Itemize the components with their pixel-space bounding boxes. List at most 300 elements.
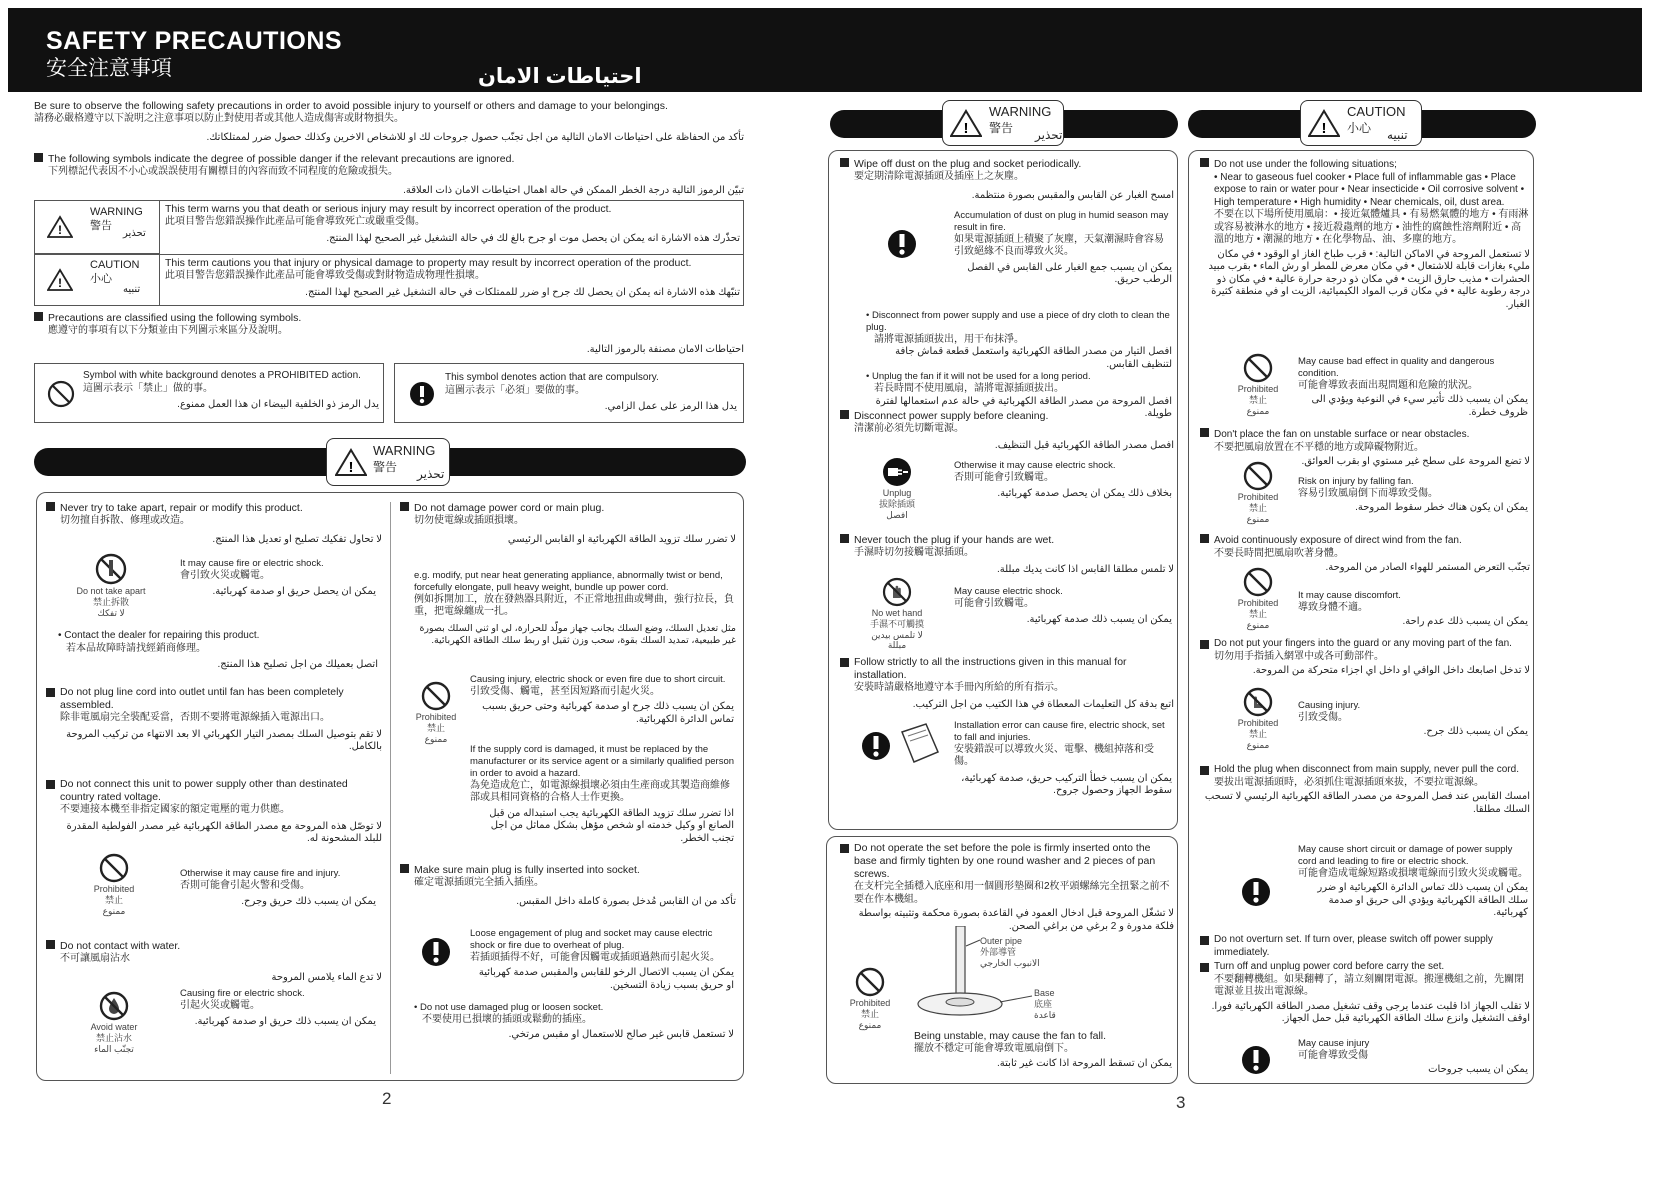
left-item4-ar: لا تدع الماء يلامس المروحة xyxy=(271,971,382,983)
p3-item2-note-en: Otherwise it may cause electric shock. xyxy=(954,460,1116,471)
square-bullet-icon xyxy=(1200,534,1209,543)
badge-warning-ar: تحذير xyxy=(1035,128,1063,142)
left-item1-bullet-ar: اتصل بعميلك من اجل تصليح هذا المنتج. xyxy=(217,659,378,670)
mid-item1-note xyxy=(470,674,734,726)
svg-text:!: ! xyxy=(963,120,969,137)
caution-def-text xyxy=(165,257,740,299)
p3-item1-note-zh: 如果電源插頭上積聚了灰塵，天氣潮濕時會容易引致絕緣不良而導致火災。 xyxy=(954,233,1164,258)
caution-label-en: CAUTION xyxy=(90,259,140,271)
square-bullet-icon xyxy=(1200,428,1209,437)
c-item3-note-en: It may cause discomfort. xyxy=(1298,590,1401,601)
square-bullet-icon xyxy=(1200,766,1209,775)
square-bullet-icon xyxy=(400,502,409,511)
mid-item1-replace-zh: 為免造成危亡，如電源線損壞必須由生產商或其製造商維修部或具相同資格的合格人士作更換。 xyxy=(470,779,730,804)
square-bullet-icon xyxy=(1200,158,1209,167)
mid-item2-note-ar: يمكن ان يسبب الاتصال الرخو للقابس والمقبس صدمة كهربائية او حريق بسبب زيادة التسخين. xyxy=(478,967,734,991)
badge-warning-ar: تحذير xyxy=(417,467,445,481)
square-bullet-icon xyxy=(1200,963,1209,972)
icon-label-en: Prohibited xyxy=(93,884,135,894)
c-item-1 xyxy=(1200,158,1530,311)
divider xyxy=(35,254,743,255)
left-item1-bullet-zh: 若本品故障時請找經銷商修理。 xyxy=(66,642,206,654)
c-item7-en: Turn off and unplug power cord before carry the set. xyxy=(1214,961,1445,972)
caution-badge xyxy=(1300,100,1422,146)
mid-item1-replace-ar: اذا تضرر سلك تزويد الطاقة الكهربائية يجب استبداله من قبل الصانع او وكيل خدمته او شخص مؤهل بشكل مماثل من اجل تجنب الخطر. xyxy=(489,807,734,844)
compulsory-symbol-box xyxy=(394,363,744,423)
no-water-icon xyxy=(98,990,130,1022)
c-item3-note-zh: 導致身體不適。 xyxy=(1298,601,1368,613)
badge-warning-zh: 警告 xyxy=(989,121,1014,135)
icon-label-zh: 禁止 xyxy=(1248,394,1267,405)
left-item3-note-zh: 否則可能會引起火警和受傷。 xyxy=(180,879,310,891)
p3-item1-note-en: Accumulation of dust on plug in humid season may result in fire. xyxy=(954,210,1169,233)
left-item1-note xyxy=(180,558,376,599)
mid-item1-note-zh: 引致受傷、觸電，甚至因短路而引起火災。 xyxy=(470,685,660,697)
compulsory-sym-ar: يدل هذا الرمز على عمل الزامي. xyxy=(604,401,737,412)
left-item3-note-ar: يمكن ان يسبب ذلك حريق وجرح. xyxy=(241,896,376,908)
c-item7-note xyxy=(1298,1038,1528,1077)
left-item-3 xyxy=(46,778,382,846)
title-en: SAFETY PRECAUTIONS xyxy=(46,27,343,55)
no-wet-hand-icon xyxy=(881,576,913,608)
mid-item1-note-ar: يمكن ان يسبب ذلك جرح او صدمة كهربائية وحتى حريق بسبب تماس الدائرة الكهربائية. xyxy=(482,701,734,725)
c-item1-list: • Near to gaseous fuel cooker • Place full of inflammable gas • Place expose to rain or water pour • Near insecticide • Oil corrosive solvent • High temperature • High humidity • Near chemicals, oil, dust area. xyxy=(1214,171,1525,208)
title-ar: احتياطات الامان xyxy=(478,65,642,88)
pole-note-ar: يمكن ان تسقط المروحة اذا كانت غير ثابتة. xyxy=(997,1057,1172,1069)
icon-label-en: Avoid water xyxy=(90,1022,138,1032)
compulsory-icon xyxy=(420,936,452,968)
left-item3-zh: 不要連接本機至非指定國家的額定電壓的電力供應。 xyxy=(60,804,290,816)
left-item-2 xyxy=(46,686,382,754)
mid-item2-bullet-en: Do not use damaged plug or loosen socket. xyxy=(419,1002,604,1013)
c-item4-ar: لا تدخل اصابعك داخل الواقي او داخل اي اجزاء متحركة من المروحة. xyxy=(1252,665,1530,676)
c-item4-note xyxy=(1298,700,1528,739)
warning-def-text xyxy=(165,203,740,245)
icon-label-zh: 禁止 xyxy=(1248,608,1267,619)
page-number-left: 2 xyxy=(382,1089,392,1108)
warning-label-ar: تحذير xyxy=(123,228,146,239)
svg-text:!: ! xyxy=(58,223,62,237)
c-item4-note-en: Causing injury. xyxy=(1298,700,1361,711)
p3-item-4 xyxy=(840,656,1174,711)
caution-triangle-icon xyxy=(47,268,73,291)
avoid-water-figure xyxy=(76,990,152,1054)
p3-item4-note-ar: يمكن ان يسبب خطأ التركيب حريق، صدمة كهربائية، سقوط الجهاز وحصول جروح. xyxy=(961,772,1172,797)
caution-label-zh: 小心 xyxy=(90,273,112,285)
warning-badge-page3 xyxy=(942,100,1064,146)
c-item3-note-ar: يمكن ان يسبب ذلك عدم راحة. xyxy=(1402,616,1528,628)
warning-triangle-icon xyxy=(47,215,73,238)
icon-label-en: Unplug xyxy=(882,488,912,498)
icon-label-ar: ممنوع xyxy=(424,733,448,744)
left-item3-en: Do not connect this unit to power supply other than destinated country rated voltage. xyxy=(60,778,348,804)
c-item4-note-zh: 引致受傷。 xyxy=(1298,711,1348,723)
page-number-right: 3 xyxy=(1176,1093,1186,1112)
icon-label-ar: افصل xyxy=(886,509,908,520)
badge-warning-en: WARNING xyxy=(989,104,1052,119)
square-bullet-icon xyxy=(46,940,55,949)
p3-item-2 xyxy=(840,410,1174,452)
p3-item2-note-ar: بخلاف ذلك يمكن ان يحصل صدمة كهربائية. xyxy=(997,488,1172,500)
c-item4-zh: 切勿用手指插入網罩中或各可動部件。 xyxy=(1214,650,1384,662)
p3-item3-ar: لا تلمس مطلقا القابس اذا كانت يديك مبللة. xyxy=(996,563,1174,575)
prohibited-figure xyxy=(1230,460,1286,524)
left-item-4 xyxy=(46,940,382,984)
c-item7-note-ar: يمكن ان يسبب جروحات xyxy=(1428,1064,1528,1076)
mid-item1-detail-zh: 例如拆開加工，放在發熱器具附近，不正常地扭曲或彎曲，強行拉長，負重，把電線纏成一扎。 xyxy=(414,593,734,618)
c-item-5 xyxy=(1200,764,1530,816)
left-item2-ar: لا تقم بتوصيل السلك بمصدر التيار الكهربائي الا بعد الانتهاء من تركيب المروحة بالكامل. xyxy=(66,728,382,753)
symbols-intro-en: The following symbols indicate the degree of possible danger if the relevant precautions are ignored. xyxy=(48,153,515,165)
symbols-intro-ar: تبيّن الرموز التالية درجة الخطر الممكن في حالة اهمال احتياطات الامان ذات العلاقة. xyxy=(403,184,744,196)
mid-item2-note-zh: 若插頭插得不好，可能會因觸電或插頭過熱而引起火災。 xyxy=(470,951,720,963)
prohibited-figure xyxy=(1230,352,1286,416)
classified xyxy=(34,312,744,356)
no-finger-figure xyxy=(1230,686,1286,750)
definitions-box xyxy=(34,200,744,306)
pole-note-en: Being unstable, may cause the fan to fall. xyxy=(914,1030,1107,1042)
icon-label-ar: لا تلمس بيدين مبللة xyxy=(871,629,923,651)
badge-warning-en: WARNING xyxy=(373,443,436,458)
c-item7-note-zh: 可能會導致受傷 xyxy=(1298,1049,1368,1061)
p3-item1-bullets: • Disconnect from power supply and use a piece of dry cloth to clean the plug. 請將電源插頭拔出，用干布抹淨。 افصل التيار من مصدر الطاقة الكهربائية واستعمل قطعة قماش جافة لتنظيف القابس. • Unplug the fan if it will not be used for a long period. 若長時間不使用風扇，請將電源插頭拔出。 افصل المروحة من مصدر الطاقة الكهربائية في حالة عدم استعمالها لفترة طويلة. xyxy=(866,310,1172,420)
base-ar: قاعدة xyxy=(1034,1009,1056,1020)
c-item5-en: Hold the plug when disconnect from main supply, never pull the cord. xyxy=(1214,764,1519,775)
pole-text xyxy=(840,842,1174,933)
square-bullet-icon xyxy=(840,410,849,419)
classified-zh: 應遵守的事項有以下分類並由下列圖示來區分及說明。 xyxy=(48,325,288,337)
prohibited-sym-en: Symbol with white background denotes a PROHIBITED action. xyxy=(83,370,361,381)
left-item4-zh: 不可讓風扇沾水 xyxy=(60,953,130,965)
base-label xyxy=(1034,988,1056,1020)
badge-caution-ar: تنبيه xyxy=(1387,128,1408,142)
pole-ar: لا تشغّل المروحة قبل ادخال العمود في القاعدة بصورة محكمة وتثبيته بواسطة فلكة مدورة و 2 برغي من براغي الصحن. xyxy=(858,908,1174,932)
symbols-intro-zh: 下列標記代表因不小心或誤誤使用有關標目的內容而致不同程度的危險或損失。 xyxy=(48,166,398,178)
warning-def-label xyxy=(35,201,160,254)
intro-en: Be sure to observe the following safety precautions in order to avoid possible injury to yourself or others and damage to your belongings. xyxy=(34,100,668,112)
intro-ar: تأكد من الحفاظة على احتياطات الامان التالية من اجل تجنّب حصول جروحات لك او للاشخاص الاخرين وكذلك حصول ضرر لممتلكاتك. xyxy=(206,131,744,143)
prohibited-icon xyxy=(47,380,75,408)
c-item1-note xyxy=(1298,356,1528,419)
prohibited-figure xyxy=(1230,566,1286,630)
c-item1-en: Do not use under the following situations; xyxy=(1214,159,1397,170)
outer-pipe-en: Outer pipe xyxy=(980,936,1023,946)
c-item2-note-en: Risk on injury by falling fan. xyxy=(1298,476,1414,487)
compulsory-icon xyxy=(886,228,918,260)
header-bar xyxy=(8,8,1642,92)
badge-warning-zh: 警告 xyxy=(373,460,398,474)
c-item5-ar: امسك القابس عند فصل المروحة من مصدر الطاقة الكهربائية الرئيسي لا تسحب السلك مطلقا. xyxy=(1204,791,1530,815)
square-bullet-icon xyxy=(46,780,55,789)
prohibited-icon xyxy=(1242,352,1274,384)
left-item4-en: Do not contact with water. xyxy=(60,940,181,952)
prohibited-symbol-box xyxy=(34,363,384,423)
unplug-icon xyxy=(881,456,913,488)
c-item-6 xyxy=(1200,934,1530,1026)
p3-item3-zh: 手濕時切勿接觸電源插頭。 xyxy=(854,547,974,559)
caution-def-label xyxy=(35,254,160,306)
c-item5-note-ar: يمكن ان يسبب ذلك تماس الدائرة الكهربائية او ضرر سلك الطاقة الكهربائية ويؤدي الى حريق او صدمة كهربائية. xyxy=(1317,882,1528,919)
caution-label-ar: تنبيه xyxy=(123,284,141,295)
p3-item4-zh: 安裝時請嚴格地遵守本手冊內所給的所有指示。 xyxy=(854,682,1064,694)
mid-item2-bullet: • Do not use damaged plug or loosen socket. 不要使用已損壞的插頭或鬆動的插座。 لا تستعمل قابس غير صالح للاستعمال او مقبس مرتخي. xyxy=(414,1002,734,1041)
mid-item1-zh: 切勿使電線或插頭損壞。 xyxy=(414,515,524,527)
warning-label-en: WARNING xyxy=(90,206,143,218)
icon-label-en: Prohibited xyxy=(415,712,457,722)
warning-def-en: This term warns you that death or serious injury may result by incorrect operation of the product. xyxy=(165,203,612,215)
left-item1-note-ar: يمكن ان يحصل حريق او صدمة كهربائية. xyxy=(212,586,376,598)
outer-pipe-zh: 外部導管 xyxy=(980,946,1017,957)
classified-ar: احتياطات الامان مصنفة بالرموز التالية. xyxy=(586,343,744,355)
mid-item1-en: Do not damage power cord or main plug. xyxy=(414,502,605,514)
p3-item-1 xyxy=(840,158,1174,202)
icon-label-ar: ممنوع xyxy=(102,905,126,916)
c-item2-zh: 不要把風扇放置在不平穩的地方或障礙物附近。 xyxy=(1214,441,1424,453)
warning-triangle-icon xyxy=(950,109,982,137)
pole-note xyxy=(914,1030,1172,1070)
square-bullet-icon xyxy=(840,158,849,167)
c-item3-zh: 不要長時間把風扇吹著身體。 xyxy=(1214,547,1344,559)
c-item-4 xyxy=(1200,638,1530,678)
mid-item1-detail-en: e.g. modify, put near heat generating appliance, abnormally twist or bend, forcefully elongate, pull heavy weight, bundle up power cord. xyxy=(414,570,723,593)
compulsory-icon xyxy=(860,730,892,762)
c-item3-note xyxy=(1298,590,1528,629)
c-item5-note-en: May cause short circuit or damage of power supply cord and leading to fire or electric shock. xyxy=(1298,844,1513,867)
icon-label-en: No wet hand xyxy=(871,608,923,618)
compulsory-sym-en: This symbol denotes action that are compulsory. xyxy=(445,372,659,383)
icon-label-zh: 禁止 xyxy=(1248,728,1267,739)
pole-en: Do not operate the set before the pole is firmly inserted onto the base and firmly tighten by one round washer and 2 pieces of pan screws. xyxy=(854,842,1156,881)
no-screwdriver-icon xyxy=(94,552,128,586)
c-item5-zh: 要拔出電源插頭時，必須抓住電源插頭來拔，不要拉電源線。 xyxy=(1214,776,1484,788)
c-item2-note-ar: يمكن ان يكون هناك خطر سقوط المروحة. xyxy=(1355,502,1528,514)
left-item1-bullet-en: Contact the dealer for repairing this product. xyxy=(64,630,260,641)
p3-item1-b1-ar: افصل التيار من مصدر الطاقة الكهربائية واستعمل قطعة قماش جافة لتنظيف القابس. xyxy=(895,346,1172,370)
mid-item2-en: Make sure main plug is fully inserted into socket. xyxy=(414,864,640,876)
title-zh: 安全注意事項 xyxy=(46,57,172,80)
c-item7-ar: لا تقلب الجهاز اذا قلبت عندما يرجى وقف تشغيل مصدر الطاقة الكهربائية فورا. اوقف التشغيل وانزع سلك الطاقة الكهربائية قبل حمل الجهاز. xyxy=(1211,1000,1530,1024)
p3-item1-b1-en: Disconnect from power supply and use a piece of dry cloth to clean the plug. xyxy=(866,310,1170,333)
mid-item1-detail-ar: مثل تعديل السلك، وضع السلك بجانب جهاز مولّد للحرارة، لي او ثني السلك بصورة غير طبيعية، تمديد السلك بقوة، سحب وزن ثقيل او ربط سلك الطاقة الكهربائية. xyxy=(419,622,736,646)
intro-zh: 請務必嚴格遵守以下說明之注意事項以防止對使用者或其他人造成傷害或財物損失。 xyxy=(34,113,404,125)
p3-item2-note xyxy=(954,460,1172,501)
left-item1-bullet: • Contact the dealer for repairing this product. 若本品故障時請找經銷商修理。 اتصل بعميلك من اجل تصليح هذا المنتج. xyxy=(58,630,378,670)
p3-item3-en: Never touch the plug if your hands are wet. xyxy=(854,534,1055,546)
left-item1-en: Never try to take apart, repair or modify this product. xyxy=(60,502,303,514)
compulsory-sym-zh: 這圖示表示「必須」要做的事。 xyxy=(445,384,585,396)
no-wet-hand-figure xyxy=(862,576,932,651)
c-item2-note-zh: 容易引致風扇倒下而導致受傷。 xyxy=(1298,487,1438,499)
p3-item1-zh: 要定期清除電源插頭及插座上之灰塵。 xyxy=(854,171,1024,183)
left-item3-ar: لا توصّل هذه المروحة مع مصدر الطاقة الكهربائية غير مصدر الفولطية المقدرة للبلد المشحونة له. xyxy=(66,820,382,845)
prohibited-icon xyxy=(1242,566,1274,598)
svg-text:!: ! xyxy=(1321,120,1327,137)
left-item3-note-en: Otherwise it may cause fire and injury. xyxy=(180,868,341,879)
p3-item3-note-ar: يمكن ان يسبب ذلك صدمة كهربائية. xyxy=(1026,614,1172,626)
left-item1-zh: 切勿擅自拆散、修理或改造。 xyxy=(60,515,190,527)
warning-triangle-icon xyxy=(335,448,367,476)
mid-item1-replace-en: If the supply cord is damaged, it must be replaced by the manufacturer or its service agent or a similarly qualified person in order to avoid a hazard. xyxy=(470,744,735,779)
p3-item1-en: Wipe off dust on the plug and socket periodically. xyxy=(854,158,1082,170)
p3-item-3 xyxy=(840,534,1174,576)
icon-label-zh: 拔除插頭 xyxy=(878,498,915,509)
badge-caution-zh: 小心 xyxy=(1347,121,1372,135)
left-item-1 xyxy=(46,502,382,546)
p3-item2-note-zh: 否則可能會引致觸電。 xyxy=(954,471,1054,483)
caution-def-zh: 此項目警告您錯誤操作此產品可能會導致受傷或對財物造成物理性損壞。 xyxy=(165,270,485,282)
mid-item-1 xyxy=(400,502,736,546)
icon-label-zh: 禁止拆散 xyxy=(92,596,129,607)
square-bullet-icon xyxy=(34,312,43,321)
mid-item2-note xyxy=(470,928,734,992)
mid-item2-bullet-zh: 不要使用已損壞的插頭或鬆動的插座。 xyxy=(422,1013,592,1025)
caution-triangle-icon xyxy=(1308,109,1340,137)
square-bullet-icon xyxy=(400,864,409,873)
svg-text:!: ! xyxy=(58,276,62,290)
prohibited-sym-zh: 這圖示表示「禁止」做的事。 xyxy=(83,382,213,394)
square-bullet-icon xyxy=(46,502,55,511)
mid-item2-note-en: Loose engagement of plug and socket may cause electric shock or fire due to overheat of plug. xyxy=(470,928,713,951)
square-bullet-icon xyxy=(840,658,849,667)
p3-item4-note-en: Installation error can cause fire, electric shock, set to fall and injuries. xyxy=(954,720,1165,743)
icon-label-en: Prohibited xyxy=(1237,384,1279,394)
square-bullet-icon xyxy=(840,534,849,543)
icon-label-ar: ممنوع xyxy=(1246,405,1270,416)
left-item4-note-zh: 引起火災或觸電。 xyxy=(180,999,260,1011)
c-item2-note xyxy=(1298,476,1528,515)
icon-label-en: Do not take apart xyxy=(76,586,146,596)
mid-item2-zh: 確定電源插頭完全插入插座。 xyxy=(414,877,544,889)
c-item1-ar: لا تستعمل المروحة في الاماكن التالية: • قرب طباخ الغاز او الوقود • في مكان مليء بغازات قابلة للاشتعال • في مكان معرض للمطر او رش الماء • بقرب مبيد الحشرات • مذيب حارق الزيت • في مكان ذو درجة حرارة عالية • في مكان ذو درجة رطوبة عالية • في مكان قرب المواد الكيميائية، الزيت او في منطقة كثيرة الغبار. xyxy=(1208,248,1530,310)
icon-label-zh: 禁止 xyxy=(860,1008,879,1019)
left-item3-note xyxy=(180,868,376,909)
c-item6-en: Do not overturn set. If turn over, please switch off power supply immediately. xyxy=(1214,934,1493,958)
caution-def-ar: تنبّهك هذه الاشارة انه يمكن ان يحصل لك جرح او ضرر للممتلكات في حالة التشغيل غير الصحيح لهذا المنتج. xyxy=(305,286,740,298)
p3-item2-ar: افصل مصدر الطاقة الكهربائية قبل التنظيف. xyxy=(994,439,1174,451)
p3-item2-en: Disconnect power supply before cleaning. xyxy=(854,410,1049,422)
base-en: Base xyxy=(1034,988,1055,998)
c-item1-note-zh: 可能會導致表面出現問題和危險的狀況。 xyxy=(1298,379,1478,391)
p3-item2-zh: 清潔前必須先切斷電源。 xyxy=(854,423,964,435)
icon-label-zh: 禁止 xyxy=(426,722,445,733)
left-item4-note-ar: يمكن ان يسبب ذلك حريق او صدمة كهربائية. xyxy=(194,1016,376,1028)
icon-label-ar: ممنوع xyxy=(858,1019,882,1030)
icon-label-en: Prohibited xyxy=(1237,718,1279,728)
mid-item2-ar: تأكد من ان القابس مُدخل بصورة كاملة داخل المقبس. xyxy=(516,895,736,907)
icon-label-zh: 禁止 xyxy=(104,894,123,905)
icon-label-ar: لا تفكك xyxy=(97,607,125,618)
prohibited-figure xyxy=(406,680,466,744)
pole-zh: 在支杆完全插穩入底座和用一個圓形墊圈和2枚平頭螺絲完全扭緊之前不要在作本機組。 xyxy=(854,881,1170,905)
warning-label-zh: 警告 xyxy=(90,220,112,232)
prohibited-icon xyxy=(854,966,886,998)
p3-item1-b2-zh: 若長時間不使用風扇，請將電源插頭拔出。 xyxy=(874,383,1064,395)
icon-label-en: Prohibited xyxy=(849,998,891,1008)
caution-def-en: This term cautions you that injury or physical damage to property may result by incorrect operation of the product. xyxy=(165,257,692,269)
mid-item1-replace xyxy=(470,744,734,845)
mid-item2-bullet-ar: لا تستعمل قابس غير صالح للاستعمال او مقبس مرتخي. xyxy=(508,1029,734,1041)
outer-pipe-ar: الانبوب الخارجي xyxy=(980,957,1040,968)
p3-item4-ar: اتبع بدقة كل التعليمات المعطاة في هذا الكتيب من اجل التركيب. xyxy=(912,698,1174,710)
square-bullet-icon xyxy=(840,844,849,853)
warning-badge xyxy=(326,438,450,486)
column-divider xyxy=(390,502,391,1074)
base-zh: 底座 xyxy=(1034,998,1053,1009)
mid-item1-ar: لا تضرر سلك تزويد الطاقة الكهربائية او القابس الرئيسي xyxy=(507,533,736,545)
svg-text:!: ! xyxy=(348,459,354,476)
prohibited-figure xyxy=(844,966,896,1030)
p3-item3-note xyxy=(954,586,1172,627)
pole-note-zh: 擺放不穩定可能會導致電風扇倒下。 xyxy=(914,1043,1074,1055)
mid-item1-detail xyxy=(414,570,736,647)
icon-label-zh: 禁止 xyxy=(1248,502,1267,513)
compulsory-icon xyxy=(409,381,435,407)
c-item3-ar: تجنّب التعرض المستمر للهواء الصادر من المروحة. xyxy=(1325,562,1530,573)
compulsory-icon xyxy=(1240,1044,1272,1076)
outer-pipe-label xyxy=(980,936,1040,968)
left-item1-ar: لا تحاول تفكيك تصليح او تعديل هذا المنتج. xyxy=(212,533,382,545)
manual-book-icon xyxy=(898,722,942,766)
c-item7-note-en: May cause injury xyxy=(1298,1038,1370,1049)
c-item4-note-ar: يمكن ان يسبب ذلك جرح. xyxy=(1423,726,1528,738)
badge-caution-en: CAUTION xyxy=(1347,104,1406,119)
left-item1-note-zh: 會引致火災或觸電。 xyxy=(180,569,270,581)
classified-en: Precautions are classified using the following symbols. xyxy=(48,312,302,324)
icon-label-ar: ممنوع xyxy=(1246,513,1270,524)
warning-def-ar: تحذّرك هذه الاشارة انه يمكن ان يحصل موت او جرح بالغ لك في حالة التشغيل غير الصحيح لهذا المنتج. xyxy=(326,232,740,244)
p3-item1-b2-ar: افصل المروحة من مصدر الطاقة الكهربائية في حالة عدم استعمالها لفترة طويلة. xyxy=(875,395,1172,420)
left-item4-note-en: Causing fire or electric shock. xyxy=(180,988,305,999)
left-item2-zh: 除非電風扇完全裝配妥當，否則不要將電源線插入電源出口。 xyxy=(60,712,330,724)
square-bullet-icon xyxy=(46,688,55,697)
intro xyxy=(34,100,744,144)
left-item1-note-en: It may cause fire or electric shock. xyxy=(180,558,324,569)
c-item2-ar: لا تضع المروحة على سطح غير مستوي او بقرب العوائق. xyxy=(1301,456,1530,467)
c-item4-en: Do not put your fingers into the guard or any moving part of the fan. xyxy=(1214,638,1512,649)
icon-label-zh: 禁止沾水 xyxy=(95,1032,132,1043)
square-bullet-icon xyxy=(1200,640,1209,649)
mid-item1-note-en: Causing injury, electric shock or even fire due to short circuit. xyxy=(470,674,726,685)
icon-label-ar: تجنّب الماء xyxy=(94,1043,134,1054)
prohibited-icon xyxy=(420,680,452,712)
c-item1-note-ar: يمكن ان يسبب ذلك تأثير سيء في النوعية ويؤدي الى ظروف خطرة. xyxy=(1311,394,1528,418)
p3-item1-b2-en: Unplug the fan if it will not be used for a long period. xyxy=(871,371,1091,383)
p3-item4-en: Follow strictly to all the instructions given in this manual for installation. xyxy=(854,656,1127,682)
p3-item1-ar: امسح الغبار عن القابس والمقبس بصورة منتظمة. xyxy=(971,189,1174,201)
icon-label-zh: 手濕不可觸摸 xyxy=(869,618,924,629)
c-item5-note xyxy=(1298,844,1528,920)
square-bullet-icon xyxy=(34,153,43,162)
prohibited-icon xyxy=(1242,460,1274,492)
c-item5-note-zh: 可能會造成電線短路或損壞電線而引致火災或觸電。 xyxy=(1298,867,1528,879)
prohibited-figure xyxy=(76,852,152,916)
unplug-figure xyxy=(866,456,928,520)
left-item4-note xyxy=(180,988,376,1029)
p3-item3-note-en: May cause electric shock. xyxy=(954,586,1063,597)
icon-label-en: Prohibited xyxy=(1237,492,1279,502)
left-item2-en: Do not plug line cord into outlet until fan has been completely assembled. xyxy=(60,686,344,712)
c-item3-en: Avoid continuously exposure of direct wind from the fan. xyxy=(1214,535,1462,546)
icon-label-ar: ممنوع xyxy=(1246,619,1270,630)
icon-label-en: Prohibited xyxy=(1237,598,1279,608)
p3-item1-note-ar: يمكن ان يسبب جمع الغبار على القابس في الفصل الرطب حريق. xyxy=(967,261,1172,286)
icon-label-ar: ممنوع xyxy=(1246,739,1270,750)
p3-item3-note-zh: 可能會引致觸電。 xyxy=(954,597,1034,609)
p3-item4-note-zh: 安裝錯誤可以導致火災、電擊、機組掉落和受傷。 xyxy=(954,743,1154,768)
no-finger-icon xyxy=(1242,686,1274,718)
prohibited-icon xyxy=(98,852,130,884)
c-item1-note-en: May cause bad effect in quality and dangerous condition. xyxy=(1298,356,1495,379)
